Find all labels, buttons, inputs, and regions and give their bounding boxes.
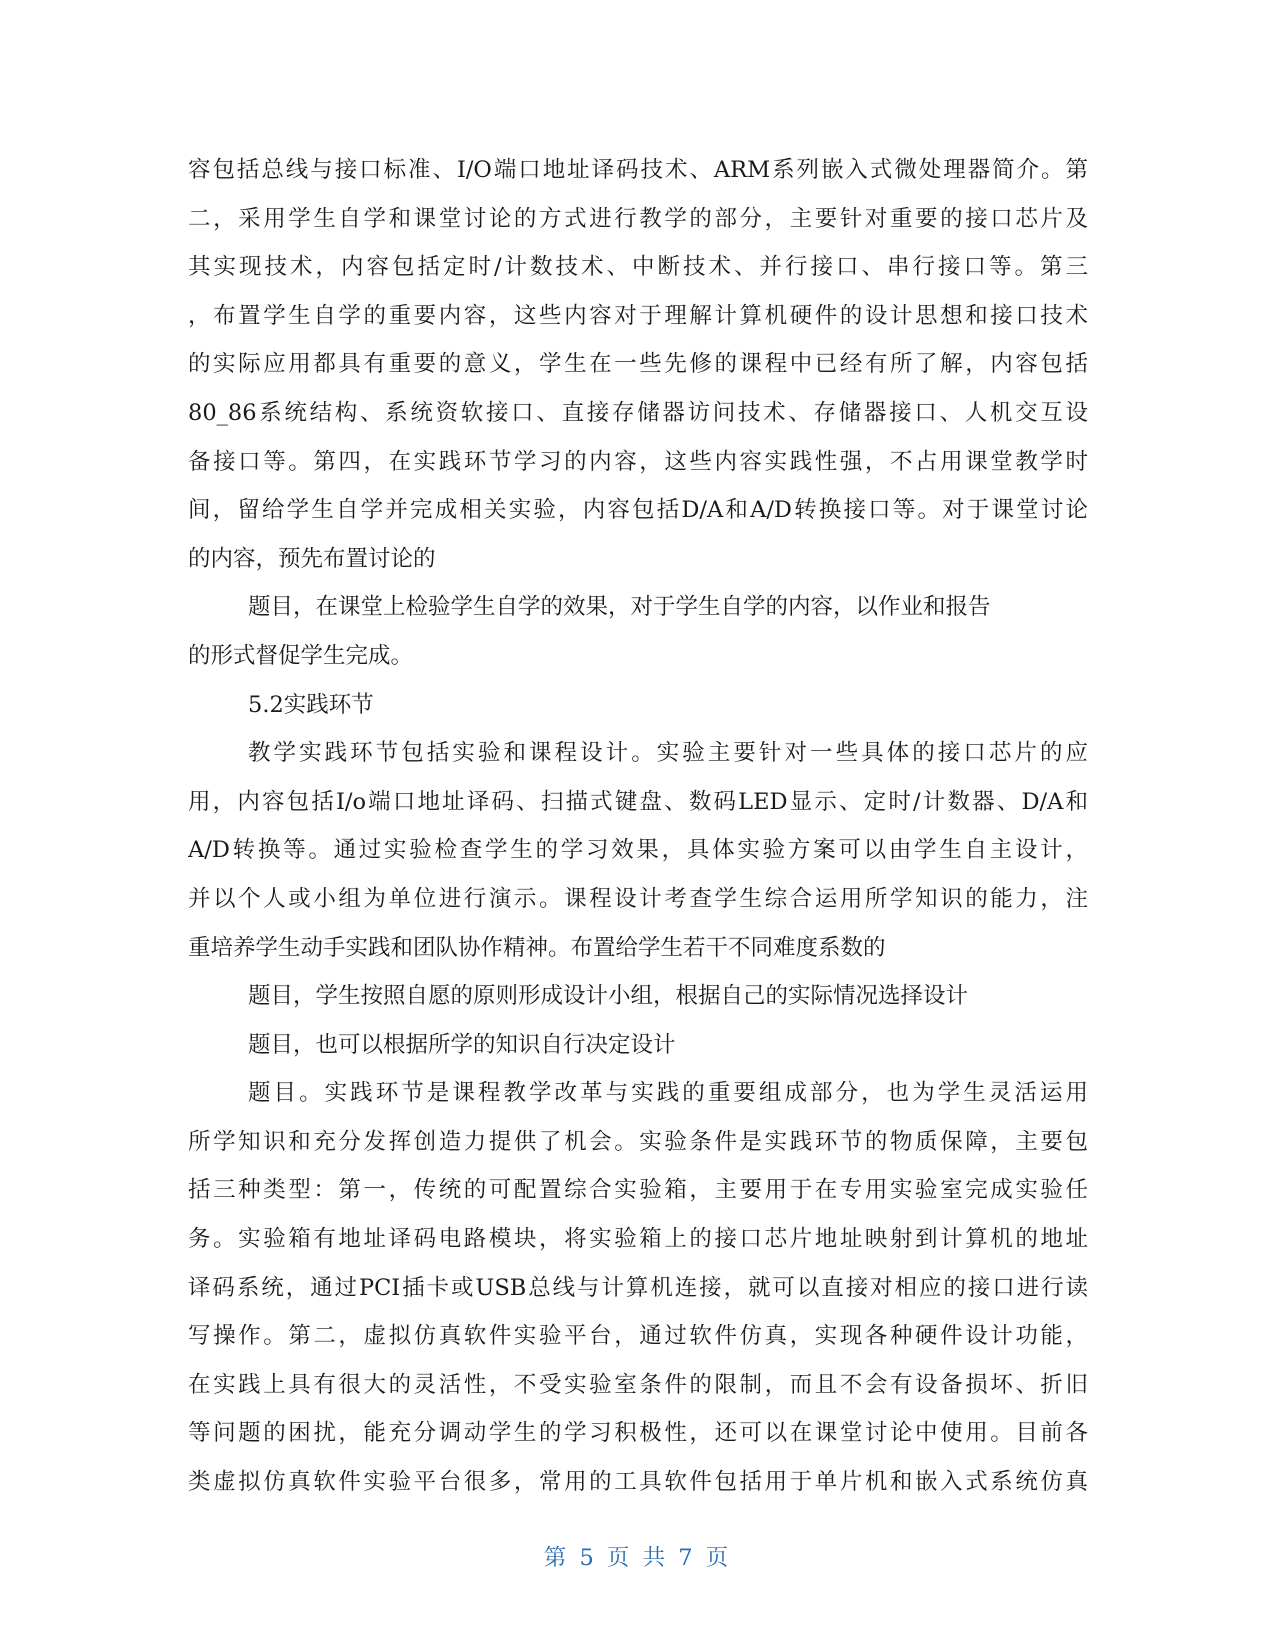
text-line: 译码系统，通过PCI插卡或USB总线与计算机连接，就可以直接对相应的接口进行读 — [188, 1274, 1088, 1301]
text-line: 用，内容包括I/o端口地址译码、扫描式键盘、数码LED显示、定时/计数器、D/A和 — [188, 788, 1088, 815]
text-line: 的内容，预先布置讨论的 — [188, 545, 436, 572]
text-line: 教学实践环节包括实验和课程设计。实验主要针对一些具体的接口芯片的应 — [248, 740, 1088, 767]
text-line: 题目。实践环节是课程教学改革与实践的重要组成部分，也为学生灵活运用 — [248, 1080, 1088, 1107]
text-line: 写操作。第二，虚拟仿真软件实验平台，通过软件仿真，实现各种硬件设计功能， — [188, 1323, 1088, 1350]
text-line: 的实际应用都具有重要的意义，学生在一些先修的课程中已经有所了解，内容包括 — [188, 351, 1088, 378]
text-line: 5.2实践环节 — [248, 691, 374, 718]
text-line: 在实践上具有很大的灵活性，不受实验室条件的限制，而且不会有设备损坏、折旧 — [188, 1371, 1088, 1398]
text-line: 并以个人或小组为单位进行演示。课程设计考查学生综合运用所学知识的能力，注 — [188, 885, 1088, 912]
text-line: 备接口等。第四，在实践环节学习的内容，这些内容实践性强，不占用课堂教学时 — [188, 448, 1088, 475]
text-line: 务。实验箱有地址译码电路模块，将实验箱上的接口芯片地址映射到计算机的地址 — [188, 1226, 1088, 1253]
text-line: 容包括总线与接口标准、I/O端口地址译码技术、ARM系列嵌入式微处理器简介。第 — [188, 157, 1088, 183]
text-line: 括三种类型：第一，传统的可配置综合实验箱，主要用于在专用实验室完成实验任 — [188, 1177, 1088, 1204]
text-line: 重培养学生动手实践和团队协作精神。布置给学生若干不同难度系数的 — [188, 934, 886, 961]
text-line: 题目，学生按照自愿的原则形成设计小组，根据自己的实际情况选择设计 — [248, 983, 969, 1010]
text-line: 等问题的困扰，能充分调动学生的学习积极性，还可以在课堂讨论中使用。目前各 — [188, 1420, 1088, 1447]
text-line: 所学知识和充分发挥创造力提供了机会。实验条件是实践环节的物质保障，主要包 — [188, 1128, 1088, 1155]
text-line: 间，留给学生自学并完成相关实验，内容包括D/A和A/D转换接口等。对于课堂讨论 — [188, 497, 1088, 524]
text-line: 80_86系统结构、系统资软接口、直接存储器访问技术、存储器接口、人机交互设 — [188, 399, 1088, 426]
text-line: 题目，在课堂上检验学生自学的效果，对于学生自学的内容，以作业和报告 — [248, 594, 991, 621]
text-line: 的形式督促学生完成。 — [188, 642, 414, 669]
text-line: ，布置学生自学的重要内容，这些内容对于理解计算机硬件的设计思想和接口技术 — [188, 302, 1088, 329]
text-line: 二，采用学生自学和课堂讨论的方式进行教学的部分，主要针对重要的接口芯片及 — [188, 205, 1088, 232]
page-footer: 第 5 页 共 7 页 — [543, 1545, 732, 1571]
text-line: 其实现技术，内容包括定时/计数技术、中断技术、并行接口、串行接口等。第三 — [188, 254, 1088, 281]
text-line: 题目，也可以根据所学的知识自行决定设计 — [248, 1031, 676, 1058]
text-line: A/D转换等。通过实验检查学生的学习效果，具体实验方案可以由学生自主设计， — [188, 837, 1088, 864]
text-line: 类虚拟仿真软件实验平台很多，常用的工具软件包括用于单片机和嵌入式系统仿真 — [188, 1469, 1088, 1496]
body-text — [188, 146, 1088, 1507]
